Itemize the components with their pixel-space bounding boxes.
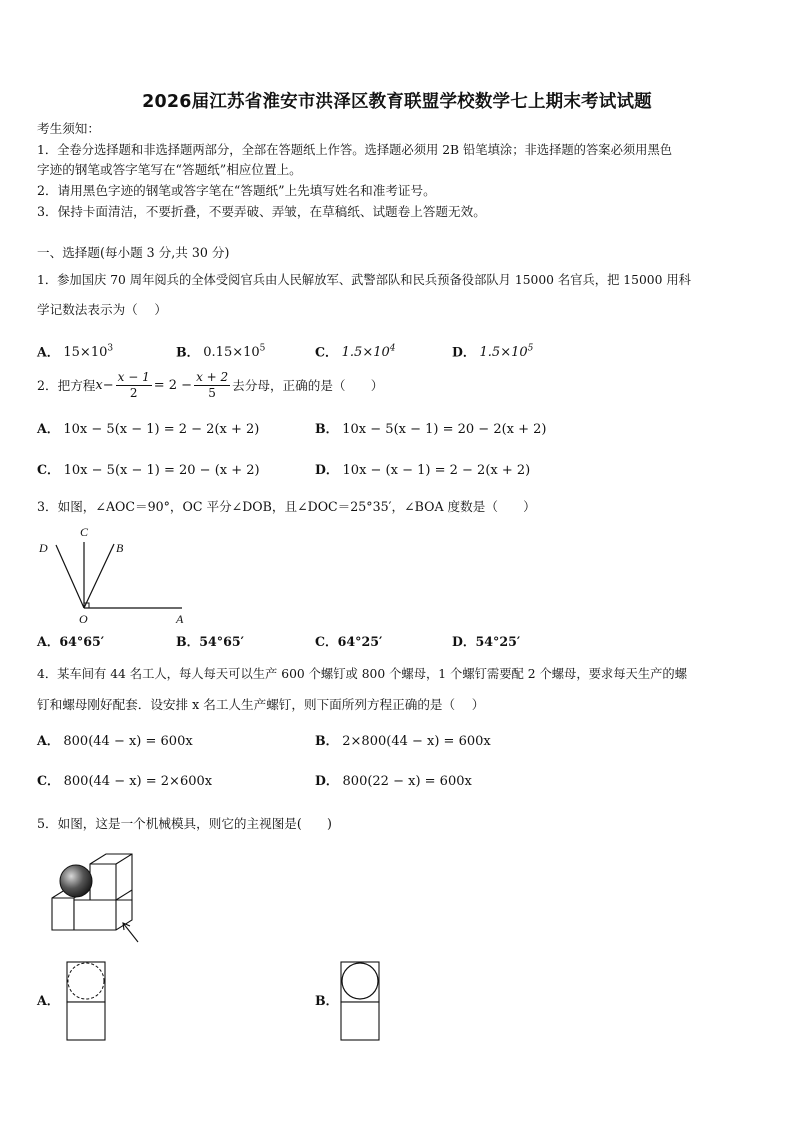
fraction-1: $\frac{x - 1}{2}$ [117,370,150,400]
label-c: C [80,525,89,539]
mold-figure [44,850,144,946]
label-b: B [116,541,124,555]
option-label: C． [37,773,60,788]
option-label: C． [37,462,60,477]
option-c-text: 64°25′ [337,634,383,649]
q1-option-a[interactable] [37,341,113,361]
option-label: D． [315,773,339,788]
q1-option-b[interactable] [176,341,265,361]
q4-stem-line-1: 4．某车间有 44 名工人，每人每天可以生产 600 个螺钉或 800 个螺母，1 个螺钉需要配 2 个螺母，要求每天生产的螺 [37,667,688,681]
option-c-text: 800(44 − x) = 2×600x [63,774,213,789]
q2-option-b[interactable] [315,421,547,438]
option-d-text: $1.5\times 10^5$ [479,344,534,361]
q2-option-c[interactable] [37,462,260,479]
notice-line-1: 1．全卷分选择题和非选择题两部分，全部在答题纸上作答。选择题必须用 2B 铅笔填涂；非选择题的答案必须用黑色 [37,143,673,157]
ball [60,865,92,897]
q5-option-a-figure[interactable] [66,961,108,1043]
option-label: D． [452,634,476,649]
angle-figure [36,522,196,626]
option-label: C． [315,634,338,649]
label-o: O [79,612,88,626]
option-d-text: 54°25′ [475,634,521,649]
ray-od [56,545,84,608]
fraction-2: $\frac{x + 2}{5}$ [196,370,229,400]
q4-option-b[interactable] [315,733,491,750]
label-a: A [176,612,184,626]
q3-option-b[interactable] [176,634,244,650]
q1-option-d[interactable] [452,341,533,361]
q4-option-a[interactable] [37,733,193,750]
q3-stem: 3．如图，∠AOC＝90°，OC 平分∠DOB，且∠DOC＝25°35′，∠BOA 度数是（ ） [37,499,536,514]
option-label: D． [315,462,339,477]
option-d-text: 800(22 − x) = 600x [342,774,472,789]
q5-option-b-figure[interactable] [340,961,382,1043]
option-a-text: 800(44 − x) = 600x [63,734,193,749]
option-label: B． [315,733,339,748]
q5-option-a-label[interactable]: A． [37,993,60,1008]
q5-option-b-label[interactable]: B． [315,993,339,1008]
option-a-text: 64°65′ [59,634,105,649]
q5-stem: 5．如图，这是一个机械模具，则它的主视图是( ) [37,816,332,831]
q2-option-a[interactable] [37,421,259,438]
q2-stem: 2．把方程 x − $\frac{x - 1}{2}$ = 2 − $\frac{x + 2}{5}$ 去分母，正确的是（ ） [37,370,384,400]
option-b-text: 10x − 5(x − 1) = 20 − 2(x + 2) [342,422,547,437]
section-heading: 一、选择题(每小题 3 分,共 30 分) [37,245,230,260]
option-label: A． [37,634,60,649]
q1-stem-line-2: 学记数法表示为（ ） [37,302,167,317]
q2-option-d[interactable] [315,462,530,479]
page-title: 2026届江苏省淮安市洪泽区教育联盟学校数学七上期末考试试题 [142,92,652,112]
option-label: A． [37,733,60,748]
option-label: B． [176,634,200,649]
view-arrow [123,923,138,942]
q1-stem-line-1: 1．参加国庆 70 周年阅兵的全体受阅官兵由人民解放军、武警部队和民兵预备役部队月 15000 名官兵，把 15000 用科 [37,273,691,287]
option-b-text: 2×800(44 − x) = 600x [342,734,491,749]
q3-option-a[interactable] [37,634,104,650]
option-d-text: 10x − (x − 1) = 2 − 2(x + 2) [342,463,531,478]
label-d: D [39,541,48,555]
option-c-text: $1.5\times 10^4$ [341,344,396,361]
ray-ob [84,544,114,608]
option-b-text: $0.15\times 10^5$ [203,344,266,361]
option-label: A． [37,344,60,360]
option-label: D． [452,344,476,360]
option-label: B． [315,421,339,436]
q3-option-d[interactable] [452,634,520,650]
option-c-text: 10x − 5(x − 1) = 20 − (x + 2) [63,463,260,478]
option-label: B． [176,344,200,360]
option-a-text: 10x − 5(x − 1) = 2 − 2(x + 2) [63,422,260,437]
notice-line-2: 字迹的钢笔或答字笔写在“答题纸”相应位置上。 [37,162,302,177]
q4-option-d[interactable] [315,773,472,790]
notice-line-4: 3．保持卡面清洁，不要折叠，不要弄破、弄皱，在草稿纸、试题卷上答题无效。 [37,204,486,219]
notice-line-3: 2．请用黑色字迹的钢笔或答字笔在“答题纸”上先填写姓名和准考证号。 [37,183,436,198]
option-label: A． [37,421,60,436]
option-label: C． [315,344,338,360]
q4-option-c[interactable] [37,773,212,790]
q1-option-c[interactable] [315,341,395,361]
q4-stem-line-2: 钉和螺母刚好配套．设安排 x 名工人生产螺钉，则下面所列方程正确的是（ ） [37,697,485,712]
q3-option-c[interactable] [315,634,382,650]
option-b-text: 54°65′ [199,634,244,649]
option-a-text: $15\times 10^3$ [63,344,114,361]
notice-heading: 考生须知： [37,121,100,136]
